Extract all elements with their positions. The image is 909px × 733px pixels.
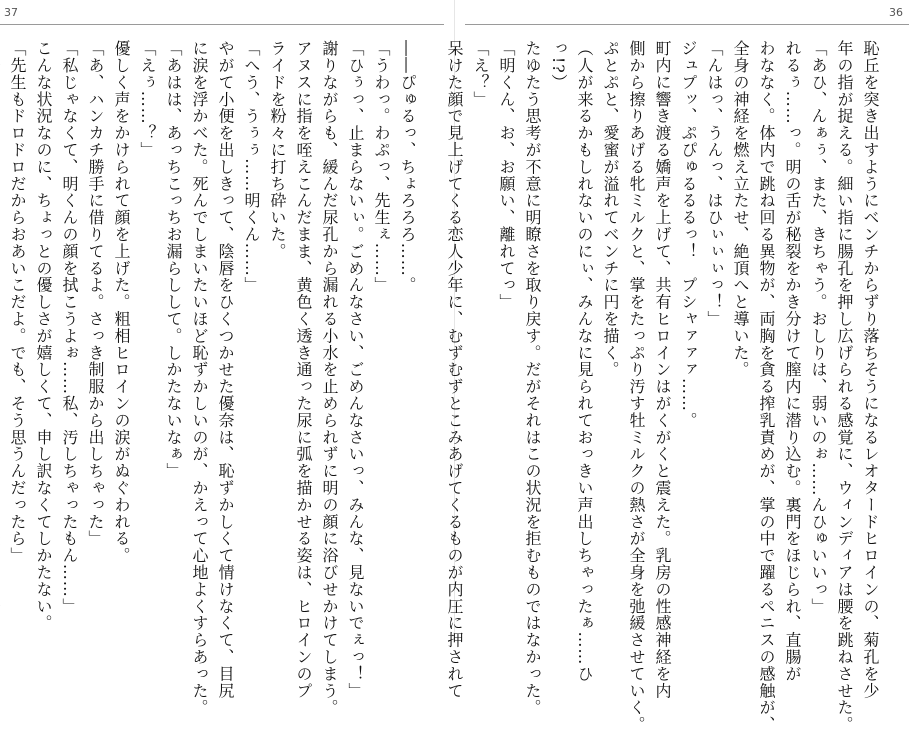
page-left [0,0,454,716]
text-line: （人が来るかもしれないのにぃ、みんなに見られておっきい声出しちゃったぁ……ひ [575,40,594,683]
text-line: こんな状況なのに、ちょっとの優しさが嬉しくて、申し訳なくてしかたない。 [34,40,53,632]
page-right-text [445,40,883,733]
text-line: 「うわっ。わぷっ、先生ぇ……」 [372,40,391,294]
text-line: 「あ、ハンカチ勝手に借りてるよ。さっき制服から出しちゃった」 [86,40,105,547]
text-line: たゆたう思考が不意に明瞭さを取り戻す。だがそれはこの状況を拒むものではなかった。 [523,40,542,716]
text-line: 側から擦りあげる牝ミルクと、掌をたっぷり汚す牡ミルクの熱さが全身を弛緩させていく。 [627,40,646,733]
page-number-right: 36 [889,6,903,19]
page-right [445,0,909,733]
text-line: ライドを粉々に打ち砕いた。 [268,40,287,260]
header-rule-right [465,24,909,25]
text-line: 恥丘を突き出すようにベンチからずり落ちそうになるレオタードヒロインの、菊孔を少 [861,40,880,700]
text-line: 「んはっ、うんっ、はひぃぃぃっ！」 [705,40,724,328]
text-line [0,40,4,622]
text-line: 呆けた顔で見上げてくる恋人少年に、むずむずとこみあげてくるものが内圧に押されて [445,40,464,700]
text-line: 謝りながらも、緩んだ尿孔から漏れる小水を止められずに明の顔に浴びせかけてしまう。 [320,40,339,716]
text-line: わななく。体内で跳ね回る異物が、両胸を貪る搾乳責めが、掌の中で躍るペニスの感触が、 [757,40,776,733]
text-line: れるぅ……っ。明の舌が秘裂をかき分けて膣内に潜り込む。裏門をほじられ、直腸が [783,40,802,683]
text-line: 年の指が捉える。細い指に腸孔を押し広げられる感覚に、ウィンディアは腰を跳ねさせた。 [835,40,854,733]
text-line: 「へう、うぅぅ……明くん……」 [242,40,261,294]
text-line: ぷとぷと、愛蜜が溢れてベンチに円を描く。 [601,40,620,378]
text-line: 優しく声をかけられて顔を上げた。粗相ヒロインの涙がぬぐわれる。 [112,40,131,564]
text-line: 「先生もドロドロだからおあいこだよ。でも、そう思うんだったら」 [8,40,27,564]
page-left-text [8,40,420,716]
text-line: やがて小便を出しきって、陰唇をひくつかせた優奈は、恥ずかしくて情けなくて、目尻 [216,40,235,700]
text-line: 全身の神経を燃え立たせ、絶頂へと導いた。 [731,40,750,378]
text-line: っ!?） [549,40,568,91]
text-line: に涙を浮かべた。死んでしまいたいほど恥ずかしいのが、かえって心地よくすらあった。 [190,40,209,716]
text-line: 「あはは、あっちこっちお漏らしして。しかたないなぁ」 [164,40,183,480]
text-line: 「明くん、お、お願い、離れてっ」 [497,40,516,311]
text-line: 「ひぅっ、止まらないぃ。ごめんなさい、ごめんなさいっ、みんな、見ないでぇっ！」 [346,40,365,700]
text-line: 「え？」 [471,40,490,108]
page-number-left: 37 [4,6,18,19]
text-line: ――ぴゅるっ、ちょろろろ……。 [398,40,417,294]
text-line: 「えぅ……？」 [138,40,157,159]
text-line: 「私じゃなくて、明くんの顔を拭こうよぉ……私、汚しちゃったもん……」 [60,40,79,615]
text-line: 町内に響き渡る嬌声を上げて、共有ヒロインはがくがくと震えた。乳房の性感神経を内 [653,40,672,700]
text-line: アヌスに指を咥えこんだまま、黄色く透き通った尿に弧を描かせる姿は、ヒロインのプ [294,40,313,700]
text-line: 「あひ、んぁぅ、また、きちゃう。おしりは、弱いのぉ……んひゅいいっ」 [809,40,828,615]
header-rule-left [0,24,444,25]
text-line: ジュプッ、ぷぴゅるるるっ！ プシャァァァ……。 [679,40,698,429]
